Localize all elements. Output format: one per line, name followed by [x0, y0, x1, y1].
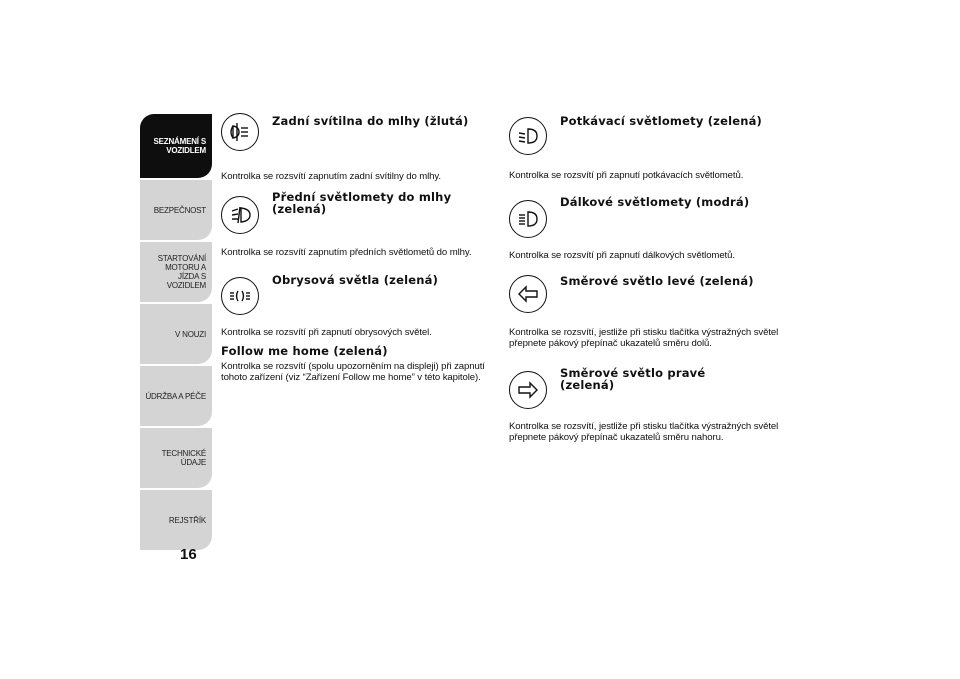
entry-left-turn — [509, 273, 794, 365]
entry-text: Kontrolka se rozsvítí zapnutím zadní svítilny do mlhy. — [221, 171, 441, 182]
tab-seznameni-s-vozidlem[interactable]: SEZNÁMENÍ S VOZIDLEM — [140, 114, 212, 178]
entry-title: Follow me home (zelená) — [221, 344, 388, 358]
entry-title: Zadní svítilna do mlhy (žlutá) — [272, 114, 469, 128]
chapter-tabs — [140, 114, 212, 552]
entry-title: Potkávací světlomety (zelená) — [560, 114, 763, 128]
left-column — [221, 113, 506, 383]
entry-high-beam — [509, 194, 794, 273]
high-beam-icon — [509, 200, 547, 238]
entry-right-turn — [509, 365, 794, 443]
entry-low-beam — [509, 113, 794, 194]
tab-udrzba-a-pece[interactable]: ÚDRŽBA A PÉČE — [140, 366, 212, 426]
left-turn-signal-icon — [509, 275, 547, 313]
entry-title: Dálkové světlomety (modrá) — [560, 195, 750, 209]
tab-rejstrik[interactable]: REJSTŘÍK — [140, 490, 212, 550]
entry-text: Kontrolka se rozsvítí při zapnutí dálkových světlometů. — [509, 250, 735, 261]
low-beam-icon — [509, 117, 547, 155]
position-lights-icon — [221, 277, 259, 315]
entry-title: Směrové světlo pravé (zelená) — [560, 366, 706, 392]
tab-bezpecnost[interactable]: BEZPEČNOST — [140, 180, 212, 240]
entry-position-lights — [221, 271, 506, 349]
tab-technicke-udaje[interactable]: TECHNICKÉ ÚDAJE — [140, 428, 212, 488]
entry-title: Obrysová světla (zelená) — [272, 273, 439, 287]
entry-follow-me-home — [221, 345, 506, 383]
right-turn-signal-icon — [509, 371, 547, 409]
entry-text: Kontrolka se rozsvítí (spolu upozorněním na displeji) při zapnutí tohoto zařízení (viz “Zařízení Follow me home” v této kapitole). — [221, 361, 485, 383]
page-number: 16 — [180, 546, 197, 563]
entry-front-fog — [221, 189, 506, 271]
tab-startovani[interactable]: STARTOVÁNÍ MOTORU A JÍZDA S VOZIDLEM — [140, 242, 212, 302]
entry-text: Kontrolka se rozsvítí, jestliže při stisku tlačítka výstražných světel přepnete pákový přepínač ukazatelů směru dolů. — [509, 327, 779, 349]
entry-text: Kontrolka se rozsvítí zapnutím předních světlometů do mlhy. — [221, 247, 472, 258]
entry-title: Směrové světlo levé (zelená) — [560, 274, 754, 288]
front-fog-light-icon — [221, 196, 259, 234]
entry-text: Kontrolka se rozsvítí při zapnutí obrysových světel. — [221, 327, 432, 338]
entry-text: Kontrolka se rozsvítí při zapnutí potkávacích světlometů. — [509, 170, 744, 181]
entry-text: Kontrolka se rozsvítí, jestliže při stisku tlačítka výstražných světel přepnete pákový přepínač ukazatelů směru nahoru. — [509, 421, 779, 443]
rear-fog-light-icon — [221, 113, 259, 151]
tab-v-nouzi[interactable]: V NOUZI — [140, 304, 212, 364]
entry-rear-fog — [221, 113, 506, 189]
entry-title: Přední světlomety do mlhy (zelená) — [272, 190, 452, 216]
right-column — [509, 113, 794, 443]
